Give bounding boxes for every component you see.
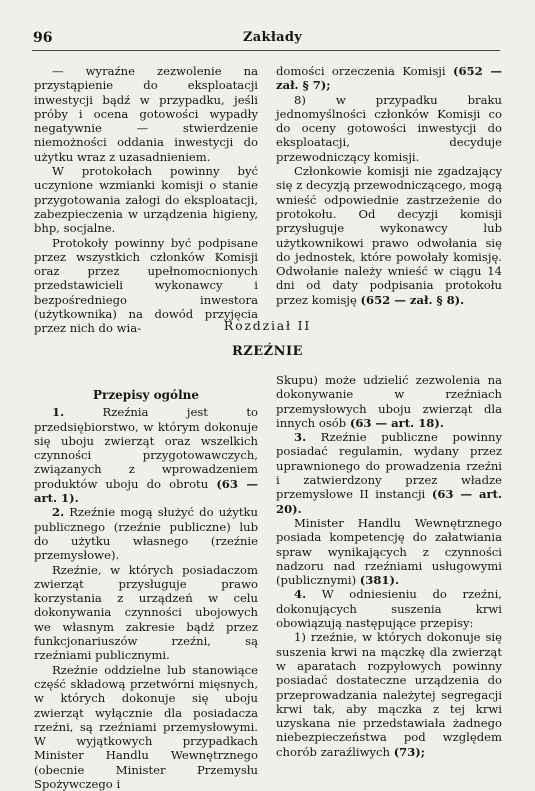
paragraph-number: 1. [52,405,65,420]
paragraph-number: 4. [294,587,307,602]
paragraph: W protokołach powinny być uczynione wzmianki komisji o stanie przygotowania załogi do eksploatacji, zabezpieczenia w urządzenia higieny, bhp, socjalne. [34,164,258,236]
legal-reference: (73); [393,744,426,759]
paragraph-number: 2. [52,505,65,520]
legal-reference: (381). [359,573,399,588]
paragraph [276,64,502,93]
legal-reference: (63 — art. 20). [276,487,502,516]
paragraph [276,587,502,630]
paragraph: Rzeźnie, w których posiadaczom zwierząt przysługuje prawo korzystania z urządzeń w celu dokonywania czynności ubojowych we własnym zakresie bądź przez funkcjonariuszów rzeźni, są rzeźniami publicznymi. [34,562,258,663]
paragraph-text: Minister Handlu Wewnętrznego posiada kompetencję do załatwiania spraw wynikających z czynności nadzoru nad rzeźniami usługowymi (publicznymi) [276,515,502,588]
paragraph [276,164,502,307]
page-number: 96 [33,30,53,46]
subheading: Przepisy ogólne [93,388,199,402]
legal-reference: (652 — zał. § 7); [276,64,502,93]
paragraph-text: Rzeźnia jest to przedsiębiorstwo, w którym dokonuje się uboju zwierząt oraz wszelkich czynności przygotowawczych, związanych z wprowadzeniem produktów uboju do obrotu [34,405,258,491]
paragraph: Rzeźnie oddzielne lub stanowiące część składową przetwórni mięsnych, w których dokonuje się uboju zwierząt wyłącznie dla posiadacza rzeźni, są rzeźniami przemysłowymi. W wyjątkowych przypadkach Minister Handlu Wewnętrznego (obecnie Minister Przemysłu Spożywczego i [34,662,258,791]
paragraph [276,430,502,516]
legal-reference: (63 — art. 18). [349,415,444,430]
paragraph: 8) w przypadku braku jednomyślności członków Komisji co do oceny gotowości inwestycji do eksploatacji, decyduje przewodniczący komisji. [276,92,502,164]
paragraph: Protokoły powinny być podpisane przez wszystkich członków Komisji oraz przez upełnomocnionych przedstawicieli wykonawcy i bezpośredniego inwestora (użytkownika) na dowód przyjęcia przez nich do wia- [34,235,258,336]
paragraph-text: Rzeźnie mogą służyć do użytku publicznego (rzeźnie publiczne) lub do użytku własnego (rzeźnie przemysłowe). [34,505,258,563]
paragraph [34,405,258,505]
legal-reference: (652 — zał. § 8). [360,292,465,307]
paragraph-number: 3. [294,430,307,445]
header-rule [32,50,500,51]
paragraph-text: Rzeźnie publiczne powinny posiadać regulamin, wydany przez uprawnionego do prowadzenia rzeźni i zatwierdzony przez władze przemysłowe II instancji [276,430,502,502]
column-bottom-right [276,373,502,759]
paragraph-text: 1) rzeźnie, w których dokonuje się suszenia krwi na mączkę dla zwierząt w aparatach rozpyłowych powinny posiadać dostateczne urządzenia do przeprowadzania należytej segregacji krwi tak, aby mączka z tej krwi uzyskana nie przedstawiała żadnego niebezpieczeństwa pod względem chorób zaraźliwych [276,630,502,759]
paragraph [276,373,502,430]
running-title: Zakłady [243,30,303,45]
paragraph-text: domości orzeczenia Komisji [276,64,453,78]
chapter-title: RZEŹNIE [231,344,304,359]
paragraph-text: Członkowie komisji nie zgadzający się z decyzją przewodniczącego, mogą wnieść odpowiednie zastrzeżenie do protokołu. Od decyzji komisji przysługuje wykonawcy lub użytkownikowi prawo odwołania się do jednostek, które powołały komisję. Odwołanie należy wnieść w ciągu 14 dni od daty podpisania protokołu przez komisję [276,164,503,307]
paragraph-text: W odniesieniu do rzeźni, dokonujących suszenia krwi obowiązują następujące przepisy: [276,587,502,631]
chapter-heading: Rozdział II [223,318,312,333]
legal-reference: (63 — art. 1). [34,476,259,506]
paragraph [34,505,258,562]
column-top-left [34,64,258,336]
column-top-right [276,64,502,307]
paragraph [276,516,502,587]
paragraph-text: Skupu) może udzielić zezwolenia na dokonywanie w rzeźniach przemysłowych uboju zwierząt dla innych osób [276,373,502,430]
paragraph [276,630,502,759]
paragraph: — wyraźne zezwolenie na przystąpienie do eksploatacji inwestycji bądź w przypadku, jeśli próby i ocena gotowości wypadły negatywnie — stwierdzenie niemożności oddania inwestycji do użytku wraz z uzasadnieniem. [34,64,258,164]
column-bottom-left [34,388,258,791]
page-header [33,30,499,48]
